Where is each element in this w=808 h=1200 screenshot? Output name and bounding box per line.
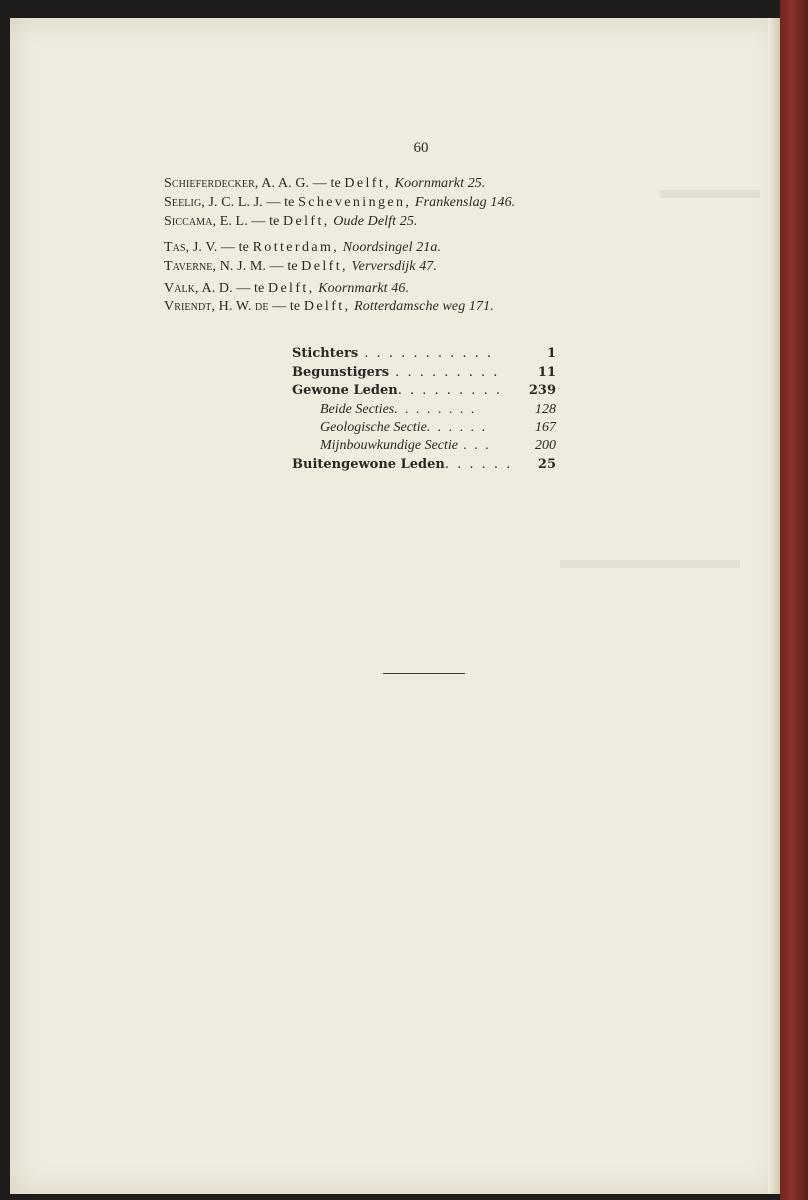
section-divider <box>383 673 465 674</box>
summary-row <box>292 383 556 401</box>
member-name: Seelig, J. C. L. J. <box>164 195 263 210</box>
member-street: Oude Delft 25. <box>333 214 418 229</box>
member-entry <box>164 195 515 211</box>
member-entry <box>164 214 418 230</box>
summary-row <box>292 346 556 364</box>
bleed-through-text <box>660 190 760 198</box>
summary-label: Gewone Leden <box>292 383 398 398</box>
member-city: Delft, <box>303 299 351 314</box>
member-separator: — te <box>247 214 284 229</box>
summary-label: Buitengewone Leden <box>292 457 445 472</box>
summary-dots: . . . . . . . . . <box>397 383 502 398</box>
member-city: Delft, <box>344 176 392 191</box>
member-name: Valk, A. D. <box>164 281 233 296</box>
member-entry <box>164 259 437 275</box>
summary-dots: . . . . . . <box>444 457 513 472</box>
member-name: Vriendt, H. W. de <box>164 299 269 314</box>
member-name: Taverne, N. J. M. <box>164 259 267 274</box>
summary-row <box>292 457 556 475</box>
summary-dots: . . . . . . . . <box>394 402 477 417</box>
member-street: Koornmarkt 25. <box>394 176 486 191</box>
member-separator: — te <box>309 176 345 191</box>
book-binding <box>780 0 808 1200</box>
member-street: Verversdijk 47. <box>351 259 438 274</box>
member-street: Frankenslag 146. <box>414 195 516 210</box>
summary-subrow <box>292 402 556 420</box>
member-city: Delft, <box>301 259 348 274</box>
member-separator: — te <box>266 259 302 274</box>
summary-label: Geologische Sectie <box>320 420 427 435</box>
member-separator: — te <box>232 281 268 296</box>
member-city: Delft, <box>267 281 315 296</box>
summary-value: 128 <box>535 402 556 417</box>
member-street: Koornmarkt 46. <box>318 281 410 296</box>
summary-dots: . . . . . . . . . . . <box>358 346 494 361</box>
page-number: 60 <box>413 140 429 156</box>
member-entry <box>164 281 409 297</box>
member-separator: — te <box>268 299 304 314</box>
summary-row <box>292 365 556 383</box>
member-name: Tas, J. V. <box>164 240 218 255</box>
bleed-through-text <box>560 560 740 568</box>
member-name: Siccama, E. L. <box>164 214 248 229</box>
summary-dots: . . . . . . . . . <box>389 365 500 380</box>
member-entry <box>164 240 441 256</box>
summary-dots: . . . <box>458 438 492 453</box>
summary-label: Stichters <box>292 346 359 361</box>
summary-label: Begunstigers <box>292 365 390 380</box>
summary-label: Mijnbouwkundige Sectie <box>320 438 459 453</box>
summary-subrow <box>292 438 556 456</box>
member-separator: — te <box>217 240 253 255</box>
summary-value: 11 <box>537 365 556 380</box>
summary-dots: . . . . . . <box>426 420 488 435</box>
page-right-edge <box>768 18 780 1194</box>
summary-value: 167 <box>535 420 556 435</box>
member-city: Delft, <box>283 214 330 229</box>
summary-value: 25 <box>537 457 556 472</box>
member-city: Scheveningen, <box>298 195 412 210</box>
member-street: Noordsingel 21a. <box>342 240 442 255</box>
member-entry <box>164 176 486 192</box>
member-city: Rotterdam, <box>252 240 340 255</box>
summary-subrow <box>292 420 556 438</box>
member-entry <box>164 299 494 315</box>
summary-label: Beide Secties <box>320 402 395 417</box>
summary-value: 1 <box>546 346 556 361</box>
summary-value: 239 <box>528 383 556 398</box>
member-separator: — te <box>262 195 299 210</box>
member-name: Schieferdecker, A. A. G. <box>164 176 310 191</box>
member-street: Rotterdamsche weg 171. <box>354 299 494 314</box>
summary-value: 200 <box>535 438 556 453</box>
